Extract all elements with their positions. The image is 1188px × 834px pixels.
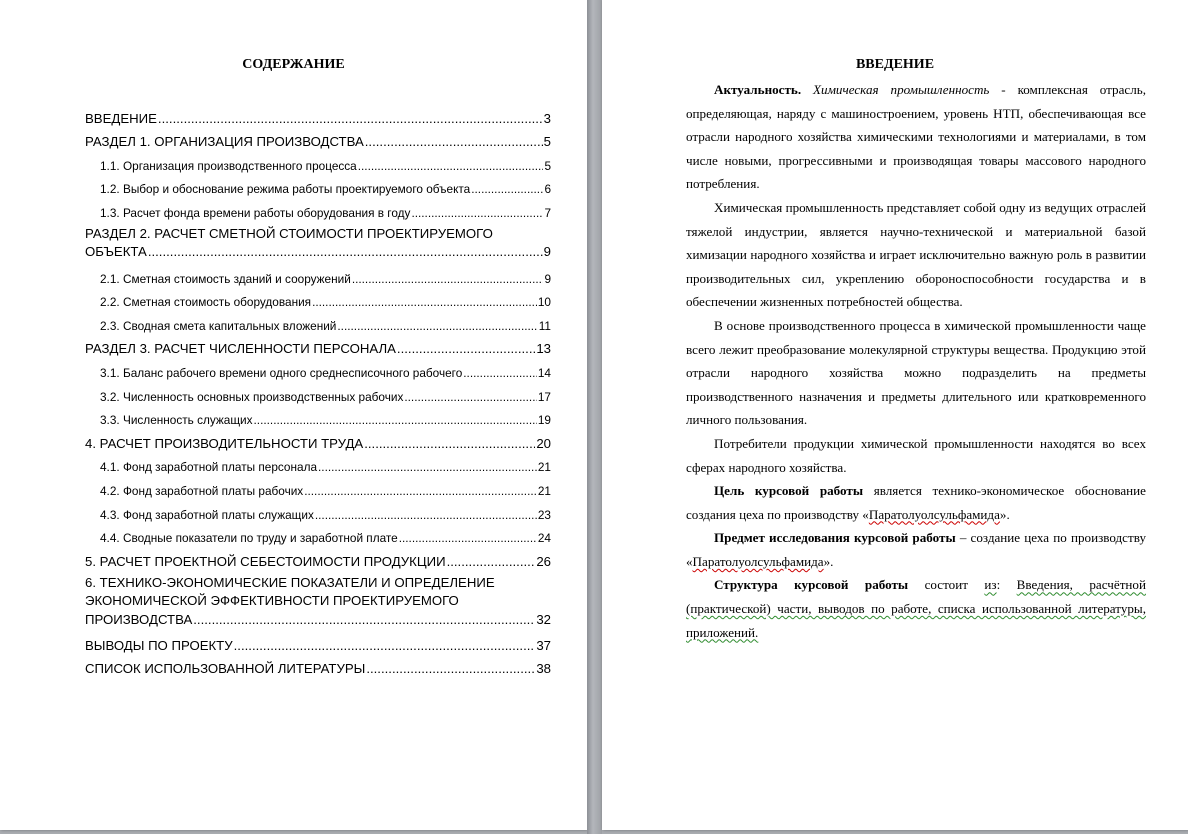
paragraph-process: В основе производственного процесса в химической промышленности чаще всего лежит преобразование молекулярной структуры вещества. Продукцию этой отрасли народного хозяйства можно подразделить на предметы производственного назначения и предметы длительного или кратковременного личного пользования. (686, 317, 1146, 428)
page-gap (587, 0, 602, 834)
toc-entry[interactable] (85, 333, 551, 357)
toc-entry-page: 21 (537, 483, 551, 498)
toc-entry-text: СПИСОК ИСПОЛЬЗОВАННОЙ ЛИТЕРАТУРЫ (85, 661, 366, 677)
toc-title: СОДЕРЖАНИЕ (242, 57, 345, 72)
toc-entry-text: 2.3. Сводная смета капитальных вложений (100, 318, 337, 333)
subject-label: Предмет исследования курсовой работы (714, 530, 956, 546)
toc-entry-page: 3 (543, 110, 551, 126)
toc-entry-page: 10 (537, 295, 551, 310)
toc-leader (234, 638, 536, 653)
toc-entry[interactable] (85, 173, 551, 197)
toc-leader (366, 661, 535, 676)
toc-leader (471, 182, 543, 196)
toc-entry-page: 6 (544, 182, 551, 197)
goal-label: Цель курсовой работы (714, 483, 864, 499)
toc-leader (411, 206, 543, 220)
toc-leader (318, 460, 537, 474)
toc-leader (365, 134, 543, 149)
relevance-text: - комплексная отрасль, определяющая, наряду с машиностроением, уровень НТП, обеспечивающая все отрасли народного хозяйства химическими технологиями и материалами, в том числе новыми, прогрессивными и производящая товары массового народного потребления. (686, 82, 1147, 192)
toc-entry[interactable] (85, 427, 551, 451)
toc-entry-text: 3.3. Численность служащих (100, 413, 253, 428)
toc-entry-text: 2.1. Сметная стоимость зданий и сооружений (100, 271, 351, 286)
toc-entry[interactable] (85, 404, 551, 428)
toc-entry-page: 24 (537, 531, 551, 546)
structure-text: состоит (908, 577, 985, 593)
toc-entry-text: 4.4. Сводные показатели по труду и заработной плате (100, 531, 398, 546)
structure-list: Введения, расчётной (практической) части, выводов по работе, списка использованной литературы, приложений. (686, 577, 1146, 640)
toc-entry[interactable] (85, 149, 551, 173)
toc-entry-text: 3.1. Баланс рабочего времени одного среднесписочного рабочего (100, 365, 463, 380)
toc-entry-text: 4.3. Фонд заработной платы служащих (100, 507, 314, 522)
toc-leader (463, 366, 537, 380)
toc-leader (315, 508, 537, 522)
toc-entry-text-cont: ПРОИЗВОДСТВА (85, 611, 193, 627)
intro-title: ВВЕДЕНИЕ (855, 57, 935, 72)
toc-entry-page: 32 (536, 611, 551, 627)
toc-entry-text: ВЫВОДЫ ПО ПРОЕКТУ (85, 637, 233, 653)
toc-entry[interactable] (85, 286, 551, 310)
toc-leader (364, 436, 535, 451)
goal-end: ». (999, 506, 1010, 522)
toc-entry-text: РАЗДЕЛ 2. РАСЧЕТ СМЕТНОЙ СТОИМОСТИ ПРОЕКТИРУЕМОГО (85, 225, 493, 241)
goal-product: Паратолуолсульфамида (868, 506, 1000, 522)
toc-entry-page: 19 (537, 413, 551, 428)
toc-entry-text: 4.1. Фонд заработной платы персонала (100, 460, 318, 475)
toc-entry-text: 3.2. Численность основных производственных рабочих (100, 389, 404, 404)
toc-entry[interactable] (85, 196, 551, 220)
toc-leader (399, 531, 537, 545)
paragraph-subject (686, 526, 1146, 573)
toc-leader (158, 111, 543, 126)
paragraph-consumers: Потребители продукции химической промышленности находятся во всех сферах народного хозяйства. (686, 435, 1146, 475)
toc-entry-page: 9 (543, 244, 551, 260)
toc-leader (337, 319, 537, 333)
toc-entry[interactable] (85, 102, 551, 126)
relevance-label: Актуальность. (714, 82, 802, 97)
toc-entry-page: 14 (537, 365, 551, 380)
toc-entry-page: 5 (544, 158, 551, 173)
toc-entry-text-cont: ОБЪЕКТА (85, 244, 147, 260)
toc-entry[interactable] (85, 498, 551, 522)
toc-entry-page: 23 (537, 507, 551, 522)
toc-entry-page: 21 (537, 460, 551, 475)
paragraph-industry: Химическая промышленность представляет собой одну из ведущих отраслей тяжелой индустрии, является научно-технической и материальной базой химизации народного хозяйства и играет исключительно важную роль в развитии производительных сил, укреплению обороноспособности государства и в обеспечении жизненных потребностей общества. (686, 199, 1146, 310)
toc-leader (358, 159, 544, 173)
toc-entry[interactable] (85, 309, 551, 333)
toc-entry[interactable] (85, 653, 551, 677)
toc-entry-text: 5. РАСЧЕТ ПРОЕКТНОЙ СЕБЕСТОИМОСТИ ПРОДУКЦИИ (85, 553, 446, 569)
toc-entry-page: 26 (536, 553, 551, 569)
paragraph-structure (686, 573, 1146, 644)
toc-entry[interactable] (85, 522, 551, 546)
toc-entry-text-cont: ЭКОНОМИЧЕСКОЙ ЭФФЕКТИВНОСТИ ПРОЕКТИРУЕМОГО (85, 593, 459, 609)
toc-entry-text: ВВЕДЕНИЕ (85, 110, 157, 126)
toc-entry[interactable] (85, 545, 551, 569)
toc-entry-page: 11 (538, 318, 551, 333)
toc-entry-page: 9 (544, 271, 551, 286)
subject-product: Паратолуолсульфамида (692, 553, 824, 569)
toc-leader (352, 272, 544, 286)
toc-leader (404, 390, 537, 404)
toc-entry-page: 5 (543, 134, 551, 150)
relevance-term: Химическая промышленность (813, 82, 990, 97)
toc-entry[interactable] (85, 451, 551, 475)
toc-entry[interactable] (85, 126, 551, 150)
intro-body (686, 78, 1146, 644)
toc-entry-text: 1.2. Выбор и обоснование режима работы проектируемого объекта (100, 182, 471, 197)
toc-entry-text: 4. РАСЧЕТ ПРОИЗВОДИТЕЛЬНОСТИ ТРУДА (85, 435, 364, 451)
toc-entry-text: РАЗДЕЛ 1. ОРГАНИЗАЦИЯ ПРОИЗВОДСТВА (85, 134, 364, 150)
toc-entry-text: 6. ТЕХНИКО-ЭКОНОМИЧЕСКИЕ ПОКАЗАТЕЛИ И ОПРЕДЕЛЕНИЕ (85, 574, 495, 590)
toc-entry[interactable] (85, 220, 551, 262)
goal-text: является технико-экономическое обоснование создания цеха по производству « (686, 483, 1146, 522)
toc-leader (312, 295, 537, 309)
toc-entry[interactable] (85, 262, 551, 286)
table-of-contents (85, 102, 551, 676)
toc-entry[interactable] (85, 380, 551, 404)
toc-entry-page: 7 (544, 205, 551, 220)
subject-text: – создание цеха по производству « (686, 530, 1146, 569)
page-left (0, 0, 587, 830)
toc-entry[interactable] (85, 474, 551, 498)
toc-entry-text: 4.2. Фонд заработной платы рабочих (100, 483, 304, 498)
toc-leader (397, 341, 535, 356)
toc-entry[interactable] (85, 356, 551, 380)
toc-entry-text: 2.2. Сметная стоимость оборудования (100, 295, 312, 310)
toc-entry[interactable] (85, 569, 551, 630)
toc-leader (447, 554, 536, 569)
subject-end: ». (823, 553, 834, 569)
toc-entry-page: 38 (536, 661, 551, 677)
structure-label: Структура курсовой работы (714, 577, 909, 593)
toc-entry-text: 1.1. Организация производственного процесса (100, 158, 357, 173)
paragraph-relevance (686, 78, 1146, 196)
structure-sep: : (996, 577, 1017, 593)
toc-leader (304, 484, 537, 498)
paragraph-goal (686, 479, 1146, 526)
toc-entry-page: 37 (536, 637, 551, 653)
toc-entry[interactable] (85, 629, 551, 653)
structure-iz: из (984, 577, 997, 593)
toc-leader (193, 611, 535, 630)
toc-entry-text: РАЗДЕЛ 3. РАСЧЕТ ЧИСЛЕННОСТИ ПЕРСОНАЛА (85, 341, 396, 357)
toc-entry-page: 20 (536, 435, 551, 451)
toc-entry-page: 17 (537, 389, 551, 404)
toc-leader (254, 413, 537, 427)
toc-entry-text: 1.3. Расчет фонда времени работы оборудования в году (100, 205, 411, 220)
toc-leader (148, 243, 543, 262)
toc-entry-page: 13 (536, 341, 551, 357)
